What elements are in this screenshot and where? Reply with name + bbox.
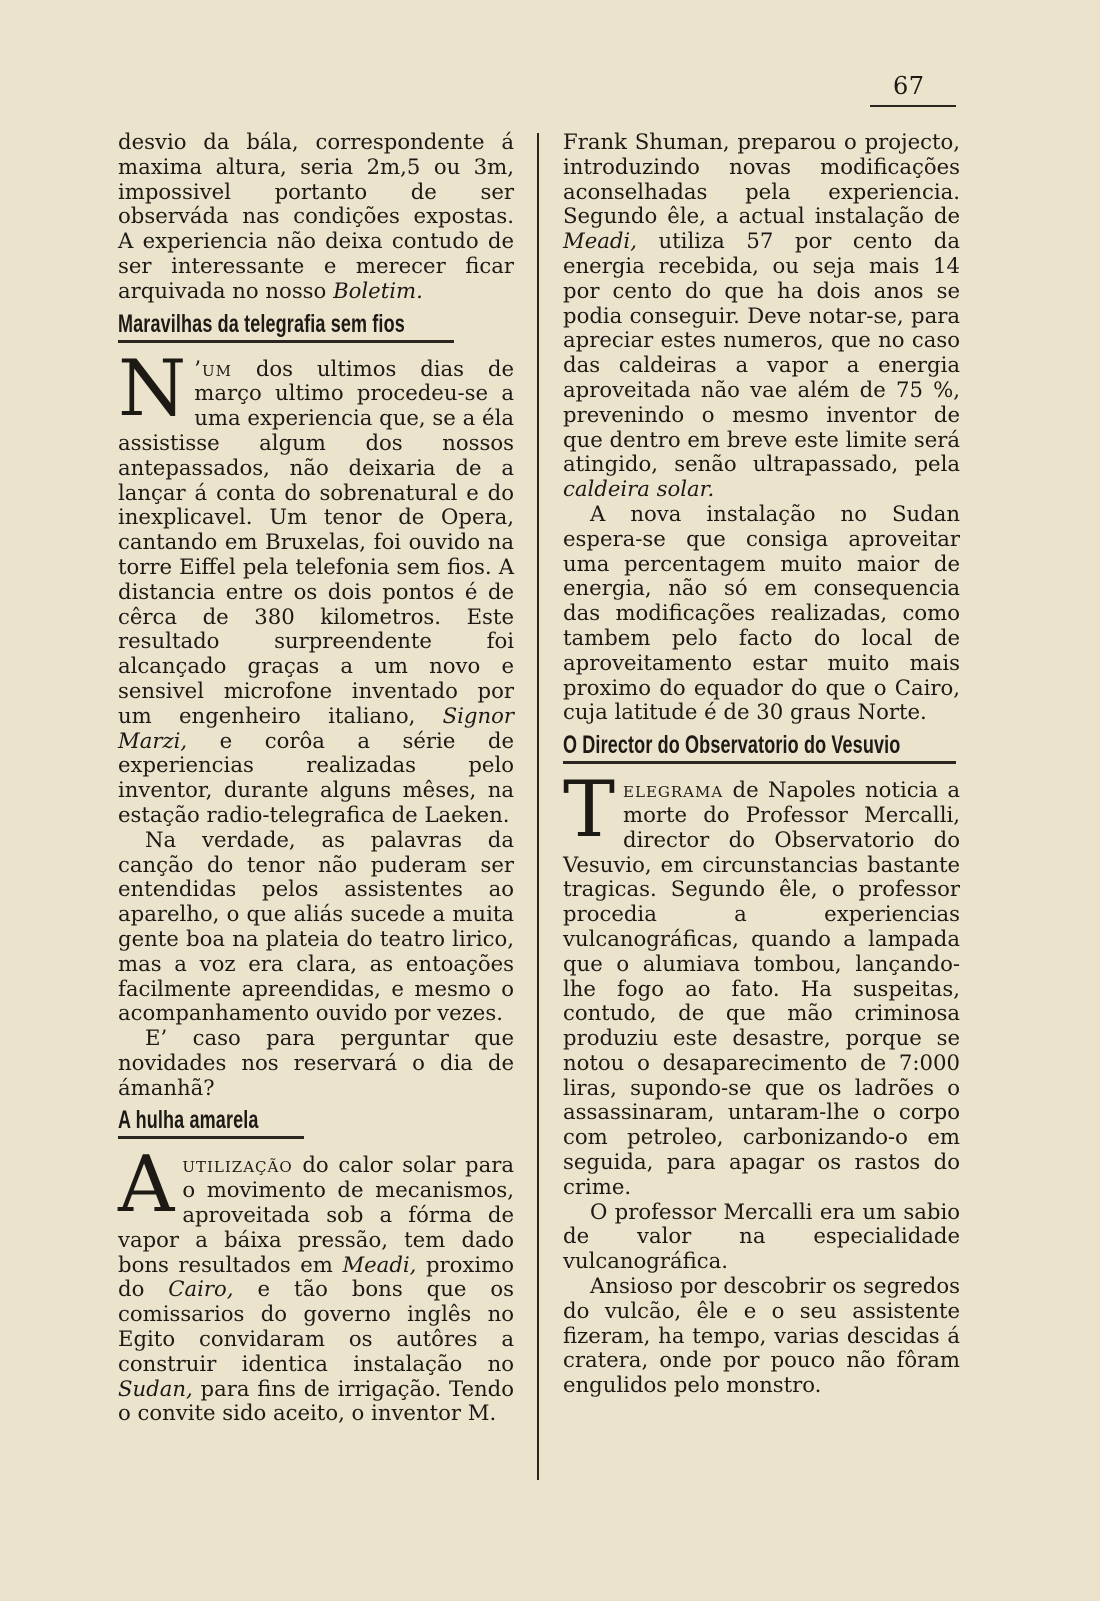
- section-heading-vesuvio: O Director do Observatorio do Vesuvio: [563, 731, 901, 760]
- right-column: [563, 130, 960, 1398]
- heading-rule: [563, 761, 956, 764]
- article-text: utiliza 57 por cento da energia recebida, ou seja mais 14 por cento do que ha dois anos se podia conseguir. Deve notar-se, para apreciar estes numeros, que no caso das caldeiras a vapor a energia aproveitada não vae além de 75 %, prevenindo o mesmo inventor de que dentro em breve este limite será atingido, senão ultrapassado, pela: [563, 228, 960, 477]
- heading-rule: [118, 340, 454, 343]
- lead-smallcaps: ’um: [194, 355, 232, 381]
- heading-rule: [118, 1136, 304, 1139]
- article-telegrafia-p3: E’ caso para perguntar que novidades nos reservará o dia de ámanhã?: [118, 1025, 514, 1100]
- article-text: do calor solar para o movimento de mecanismos, aproveitada sob a fórma de vapor a báixa pressão, tem dado bons resultados em: [118, 1152, 514, 1277]
- left-column: [118, 130, 514, 1426]
- dropcap-t: T: [563, 765, 616, 856]
- lead-smallcaps: elegrama: [623, 777, 724, 803]
- article-text: dos ultimos dias de março ultimo procedeu-se a uma experiencia que, se a éla assistisse algum dos nossos antepassados, não deixaria de a lançar á conta do sobrenatural e do inexplicavel. Um tenor de Opera, cantando em Bruxelas, foi ouvido na torre Eiffel pela telefonia sem fios. A distancia entre os dois pontos é de cêrca de 380 kilometros. Este resultado surpreendente foi alcançado graças a um novo e sensivel microfone inventado por um engenheiro italiano,: [118, 355, 514, 728]
- article-italic: Meadi,: [563, 228, 637, 254]
- article-text: para fins de irrigação. Tendo o convite sido aceito, o inventor M.: [118, 1375, 514, 1426]
- article-telegrafia-p1: [118, 343, 514, 828]
- lead-smallcaps: utilização: [182, 1152, 293, 1178]
- article-hulha-p1: [118, 1140, 514, 1426]
- article-italic: caldeira solar.: [563, 476, 715, 502]
- article-hulha-p2: A nova instalação no Sudan espera-se que consiga aproveitar uma percentagem muito maior de energia, não só em consequencia das modificações realizadas, como tambem pelo facto do local de aproveitamento estar muito mais proximo do equador do que o Cairo, cuja latitude é de 30 graus Norte.: [563, 500, 960, 725]
- continuation-paragraph: [563, 130, 960, 502]
- article-text: e corôa a série de experiencias realizadas pelo inventor, durante alguns mêses, na estação radio-telegrafica de Laeken.: [118, 727, 514, 827]
- article-italic: Meadi,: [342, 1251, 417, 1277]
- article-italic: Sudan,: [118, 1375, 193, 1401]
- article-vesuvio-p1: [563, 765, 960, 1200]
- article-text: e tão bons que os comissarios do governo inglês no Egito convidaram os autôres a construir identica instalação no: [118, 1276, 514, 1376]
- dropcap-n: N: [118, 343, 187, 434]
- intro-text: desvio da bála, correspondente á maxima altura, seria 2m,5 ou 3m, impossivel portanto de ser observáda nas condições expostas. A experiencia não deixa contudo de ser interessante e merecer ficar arquivada no nosso: [118, 129, 514, 303]
- article-telegrafia-p2: Na verdade, as palavras da canção do tenor não puderam ser entendidas pelos assistentes ao aparelho, o que aliás sucede a muita gente boa na plateia do teatro lirico, mas a voz era clara, as entoações facilmente apreendidas, e mesmo o acompanhamento ouvido por vezes.: [118, 826, 514, 1026]
- page-number: 67: [893, 72, 925, 100]
- column-divider: [537, 133, 539, 1480]
- article-italic: Signor Marzi,: [118, 702, 514, 753]
- article-text: proximo do: [118, 1251, 514, 1302]
- intro-italic: Boletim.: [333, 277, 423, 303]
- intro-paragraph: [118, 130, 514, 304]
- article-vesuvio-p3: Ansioso por descobrir os segredos do vulcão, êle e o seu assistente fizeram, ha tempo, varias descidas á cratera, onde por pouco não fôram engulidos pelo monstro.: [563, 1273, 960, 1398]
- dropcap-a: A: [118, 1140, 175, 1231]
- page-number-rule: [870, 105, 956, 107]
- section-heading-telegrafia: Maravilhas da telegrafia sem fios: [118, 309, 405, 338]
- section-heading-hulha: A hulha amarela: [118, 1106, 259, 1135]
- article-vesuvio-p2: O professor Mercalli era um sabio de valor na especialidade vulcanográfica.: [563, 1198, 960, 1274]
- article-text: Frank Shuman, preparou o projecto, introduzindo novas modificações aconselhadas pela experiencia. Segundo êle, a actual instalação de: [563, 129, 960, 229]
- article-italic: Cairo,: [168, 1276, 234, 1302]
- article-text: de Napoles noticia a morte do Professor Mercalli, director do Observatorio do Vesuvio, em circunstancias bastante tragicas. Segundo êle, o professor procedia a experiencias vulcanográficas, quando a lampada que o alumiava tombou, lançando-lhe fogo ao fato. Ha suspeitas, contudo, de que mão criminosa produziu este desastre, porque se notou o desaparecimento de 7:000 liras, supondo-se que os ladrões o assassinaram, untaram-lhe o corpo com petroleo, carbonizando-o em seguida, para apagar os rastos do crime.: [563, 777, 960, 1199]
